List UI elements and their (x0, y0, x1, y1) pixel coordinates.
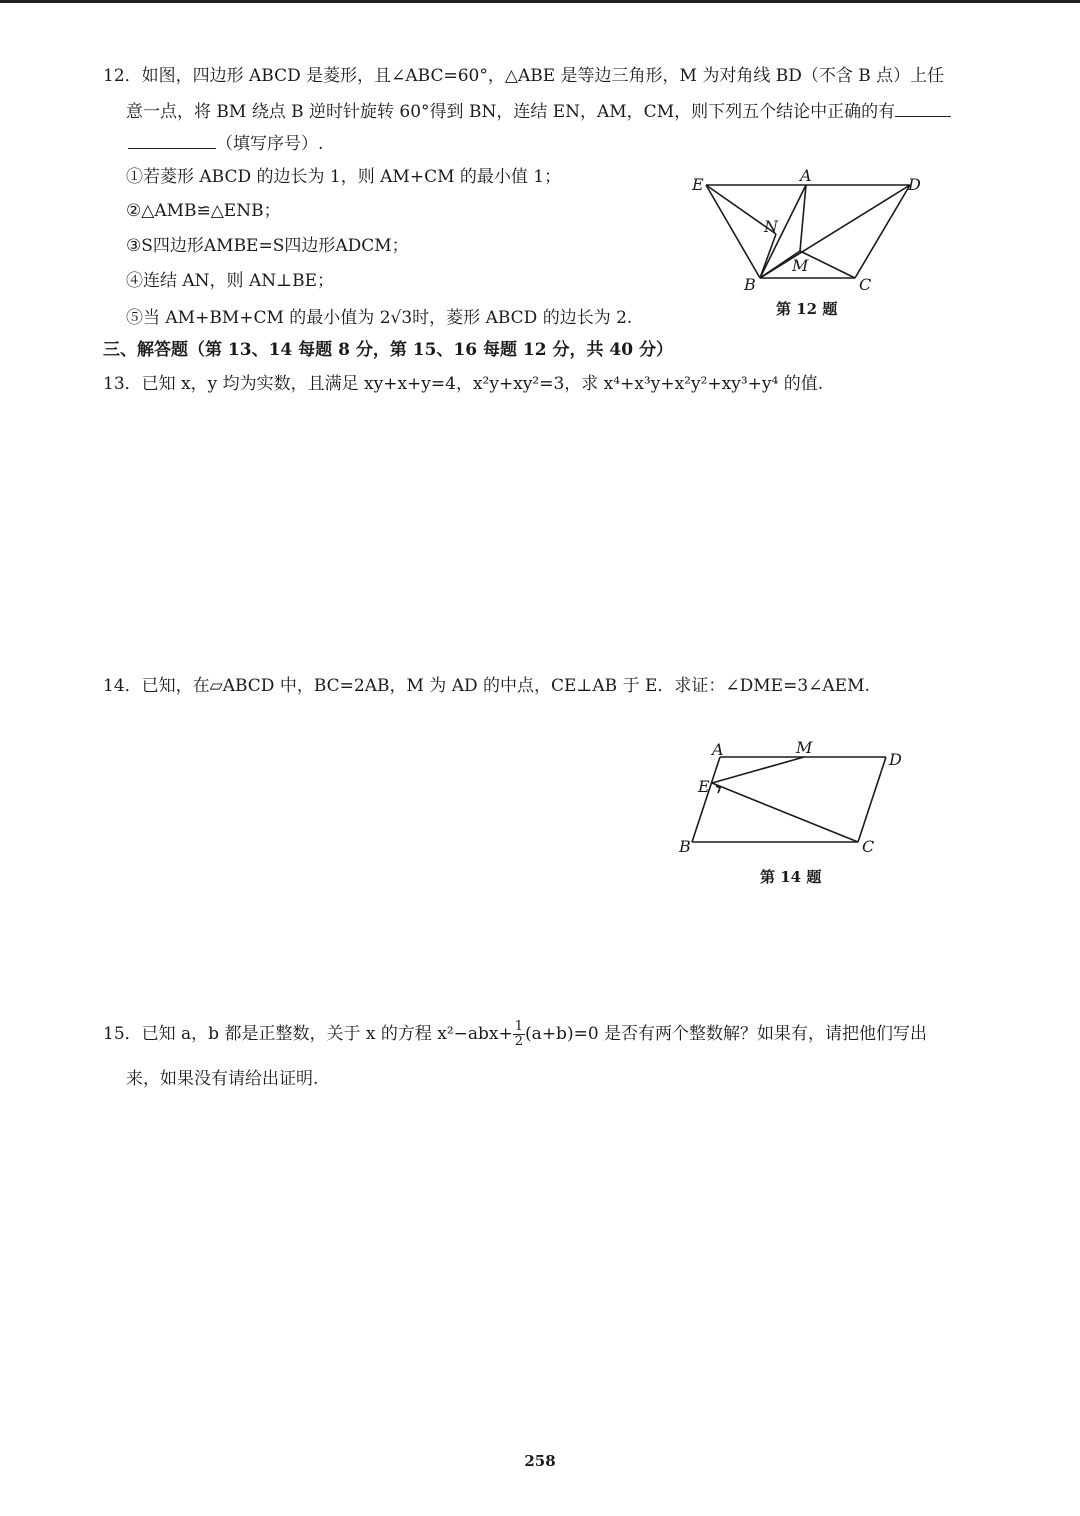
q12-line1: 12．如图，四边形 ABCD 是菱形，且∠ABC=60°，△ABE 是等边三角形，M 为对角线 BD（不含 B 点）上任 (103, 66, 945, 86)
q12-line3-wrap (128, 130, 323, 156)
q12-option-4: ④连结 AN，则 AN⊥BE； (126, 271, 335, 291)
label-D: D (889, 750, 902, 769)
q12-figure-caption: 第 12 题 (776, 300, 838, 318)
q12-line2-wrap (126, 98, 951, 124)
q14-figure (672, 735, 912, 864)
section-3-heading: 三、解答题（第 13、14 每题 8 分，第 15、16 每题 12 分，共 40 分） (103, 340, 673, 360)
q15-text-after: (a+b)=0 是否有两个整数解？如果有，请把他们写出 (525, 1024, 928, 1044)
q13-text: 13．已知 x，y 均为实数，且满足 xy+x+y=4，x²y+xy²=3，求 x⁴+x³y+x²y²+xy³+y⁴ 的值. (103, 374, 824, 394)
q15-text-before: 15．已知 a，b 都是正整数，关于 x 的方程 x²−abx+ (103, 1024, 513, 1044)
label-B: B (679, 837, 691, 856)
label-E: E (698, 777, 710, 796)
q12-line2: 意一点，将 BM 绕点 B 逆时针旋转 60°得到 BN，连结 EN，AM，CM，则下列五个结论中正确的有 (126, 102, 896, 122)
fraction-one-half: $\frac{1}{2}$ (514, 1019, 524, 1049)
label-E: E (692, 175, 704, 194)
label-M: M (796, 738, 813, 757)
label-A: A (712, 740, 724, 759)
q12-option-2: ②△AMB≌△ENB； (126, 201, 281, 221)
label-M: M (792, 256, 809, 275)
q12-line3: （填写序号）. (216, 134, 324, 154)
page-number: 258 (524, 1452, 556, 1470)
q15-line1 (103, 1020, 927, 1049)
q12-option-5: ⑤当 AM+BM+CM 的最小值为 2√3时，菱形 ABCD 的边长为 2. (126, 308, 633, 328)
q15-line2: 来，如果没有请给出证明. (126, 1069, 319, 1089)
answer-blank-b (128, 130, 216, 149)
label-B: B (744, 275, 756, 294)
q14-figure-caption: 第 14 题 (760, 868, 822, 886)
label-N: N (764, 217, 778, 236)
top-border (0, 0, 1080, 3)
label-A: A (800, 166, 812, 185)
q12-geometry-diagram (680, 160, 940, 300)
q14-geometry-diagram (672, 735, 912, 860)
q14-text: 14．已知，在▱ABCD 中，BC=2AB，M 为 AD 的中点，CE⊥AB 于 E．求证：∠DME=3∠AEM. (103, 676, 870, 696)
q12-option-1: ①若菱形 ABCD 的边长为 1，则 AM+CM 的最小值 1； (126, 167, 562, 187)
label-C: C (859, 275, 872, 294)
label-C: C (862, 837, 875, 856)
q12-figure (680, 160, 940, 304)
label-D: D (908, 175, 921, 194)
q12-option-3: ③S四边形AMBE=S四边形ADCM； (126, 236, 409, 256)
answer-blank-a (895, 98, 951, 117)
